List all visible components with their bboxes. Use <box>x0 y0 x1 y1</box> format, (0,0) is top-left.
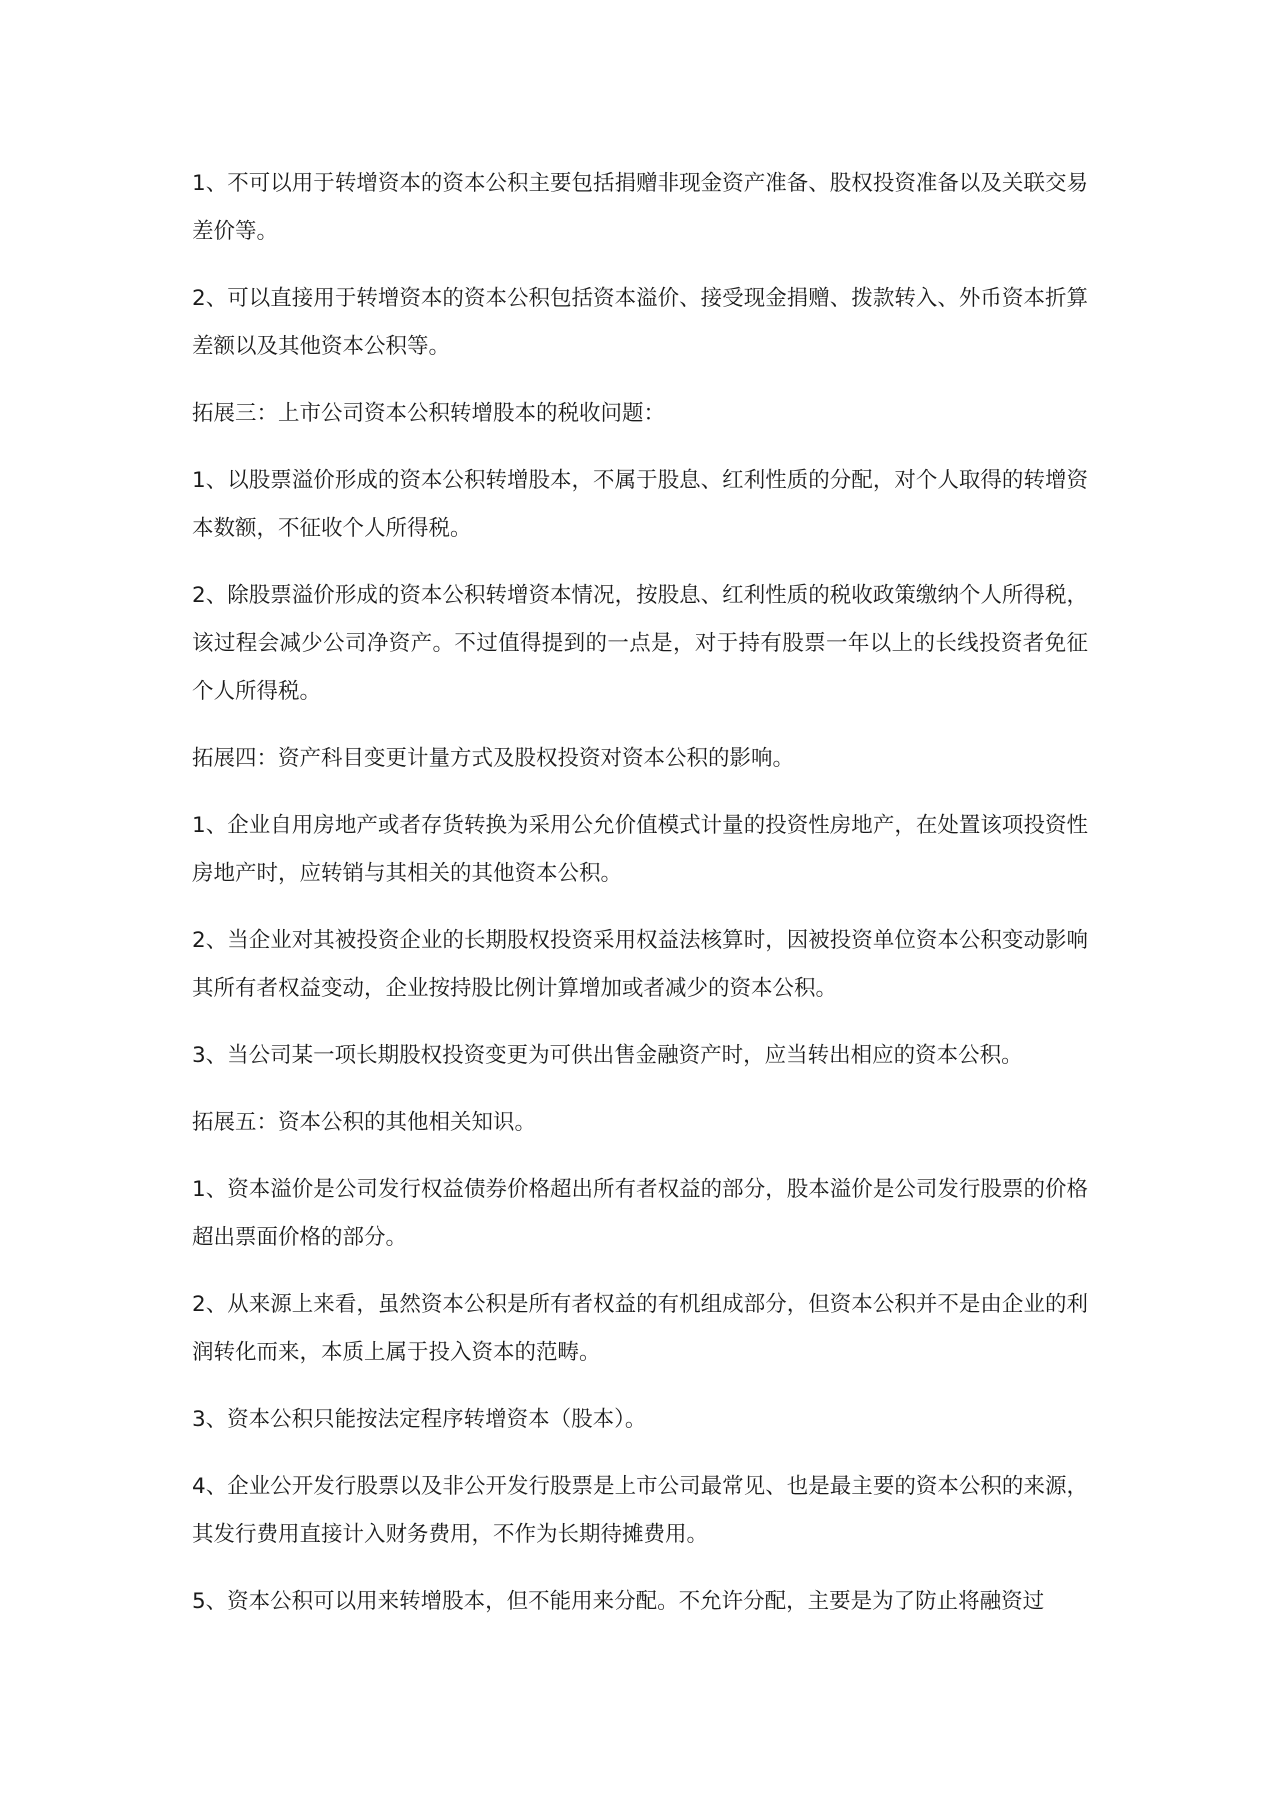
paragraph-11: 4、企业公开发行股票以及非公开发行股票是上市公司最常见、也是最主要的资本公积的来源，其发行费用直接计入财务费用，不作为长期待摊费用。 <box>192 1474 1088 1547</box>
section-heading-extension-4: 拓展四：资产科目变更计量方式及股权投资对资本公积的影响。 <box>192 746 795 771</box>
paragraph-5: 1、企业自用房地产或者存货转换为采用公允价值模式计量的投资性房地产，在处置该项投资性房地产时，应转销与其相关的其他资本公积。 <box>192 813 1088 886</box>
paragraph-12: 5、资本公积可以用来转增股本，但不能用来分配。不允许分配，主要是为了防止将融资过 <box>192 1589 1045 1614</box>
section-heading-extension-5: 拓展五：资本公积的其他相关知识。 <box>192 1110 537 1135</box>
paragraph-9: 2、从来源上来看，虽然资本公积是所有者权益的有机组成部分，但资本公积并不是由企业的利润转化而来，本质上属于投入资本的范畴。 <box>192 1292 1088 1365</box>
paragraph-10: 3、资本公积只能按法定程序转增资本（股本）。 <box>192 1407 647 1432</box>
paragraph-6: 2、当企业对其被投资企业的长期股权投资采用权益法核算时，因被投资单位资本公积变动影响其所有者权益变动，企业按持股比例计算增加或者减少的资本公积。 <box>192 928 1088 1001</box>
paragraph-2: 2、可以直接用于转增资本的资本公积包括资本溢价、接受现金捐赠、拨款转入、外币资本折算差额以及其他资本公积等。 <box>192 286 1088 359</box>
paragraph-4: 2、除股票溢价形成的资本公积转增资本情况，按股息、红利性质的税收政策缴纳个人所得税，该过程会减少公司净资产。不过值得提到的一点是，对于持有股票一年以上的长线投资者免征个人所得税。 <box>192 583 1088 704</box>
document-body <box>192 160 1088 1645</box>
paragraph-7: 3、当公司某一项长期股权投资变更为可供出售金融资产时，应当转出相应的资本公积。 <box>192 1043 1023 1068</box>
paragraph-8: 1、资本溢价是公司发行权益债券价格超出所有者权益的部分，股本溢价是公司发行股票的价格超出票面价格的部分。 <box>192 1177 1088 1250</box>
paragraph-1: 1、不可以用于转增资本的资本公积主要包括捐赠非现金资产准备、股权投资准备以及关联交易差价等。 <box>192 171 1088 244</box>
paragraph-3: 1、以股票溢价形成的资本公积转增股本，不属于股息、红利性质的分配，对个人取得的转增资本数额，不征收个人所得税。 <box>192 468 1088 541</box>
section-heading-extension-3: 拓展三：上市公司资本公积转增股本的税收问题： <box>192 401 666 426</box>
